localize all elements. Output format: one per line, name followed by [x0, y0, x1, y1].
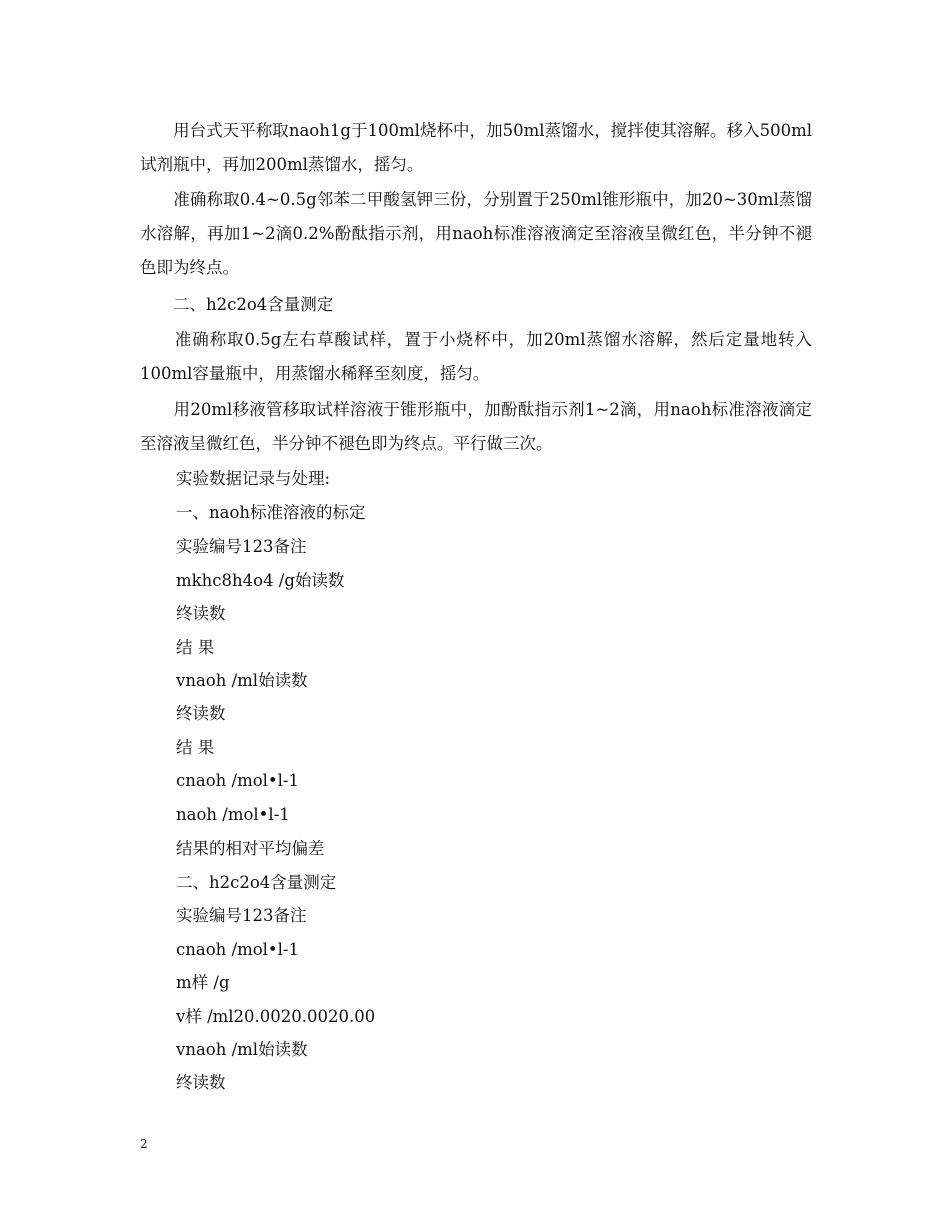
table-line: vnaoh /ml始读数 [176, 671, 308, 690]
paragraph-sample-weighing: 准确称取0.5g左右草酸试样，置于小烧杯中，加20ml蒸馏水溶解，然后定量地转入100ml容量瓶中，用蒸馏水稀释至刻度，摇匀。 [140, 330, 812, 383]
table-line: 结果的相对平均偏差 [176, 839, 325, 858]
table-header-line: 实验编号123备注 [176, 537, 307, 556]
section-heading-h2c2o4: 二、h2c2o4含量测定 [176, 873, 337, 892]
paragraph-section-heading-h2c2o4: 二、h2c2o4含量测定 [140, 295, 334, 314]
table-line: cnaoh /mol•l-1 [176, 771, 300, 790]
table-line: 终读数 [176, 1073, 226, 1092]
paragraph-khp-calibration: 准确称取0.4~0.5g邻苯二甲酸氢钾三份，分别置于250ml锥形瓶中，加20~30ml蒸馏水溶解，再加1~2滴0.2%酚酞指示剂，用naoh标准溶液滴定至溶液呈微红色，半分钟不褪色即为终点。 [140, 190, 812, 277]
table-line: 终读数 [176, 604, 226, 623]
page-number: 2 [140, 1137, 148, 1151]
table-line: 结 果 [176, 638, 215, 657]
table-line: cnaoh /mol•l-1 [176, 940, 300, 959]
table-line: m样 /g [176, 973, 230, 992]
table-line: vnaoh /ml始读数 [176, 1040, 308, 1059]
data-record-heading: 实验数据记录与处理: [176, 469, 331, 488]
paragraph-titration-procedure: 用20ml移液管移取试样溶液于锥形瓶中，加酚酞指示剂1~2滴，用naoh标准溶液滴定至溶液呈微红色，半分钟不褪色即为终点。平行做三次。 [140, 400, 812, 453]
table-line: mkhc8h4o4 /g始读数 [176, 571, 345, 590]
paragraph-naoh-preparation: 用台式天平称取naoh1g于100ml烧杯中，加50ml蒸馏水，搅拌使其溶解。移入500ml试剂瓶中，再加200ml蒸馏水，摇匀。 [140, 121, 812, 174]
table-header-line: 实验编号123备注 [176, 906, 307, 925]
section-heading-naoh-calibration: 一、naoh标准溶液的标定 [176, 503, 366, 522]
table-line: 终读数 [176, 704, 226, 723]
table-line: 结 果 [176, 738, 215, 757]
table-line: naoh /mol•l-1 [176, 805, 290, 824]
table-line: v样 /ml20.0020.0020.00 [176, 1007, 376, 1026]
